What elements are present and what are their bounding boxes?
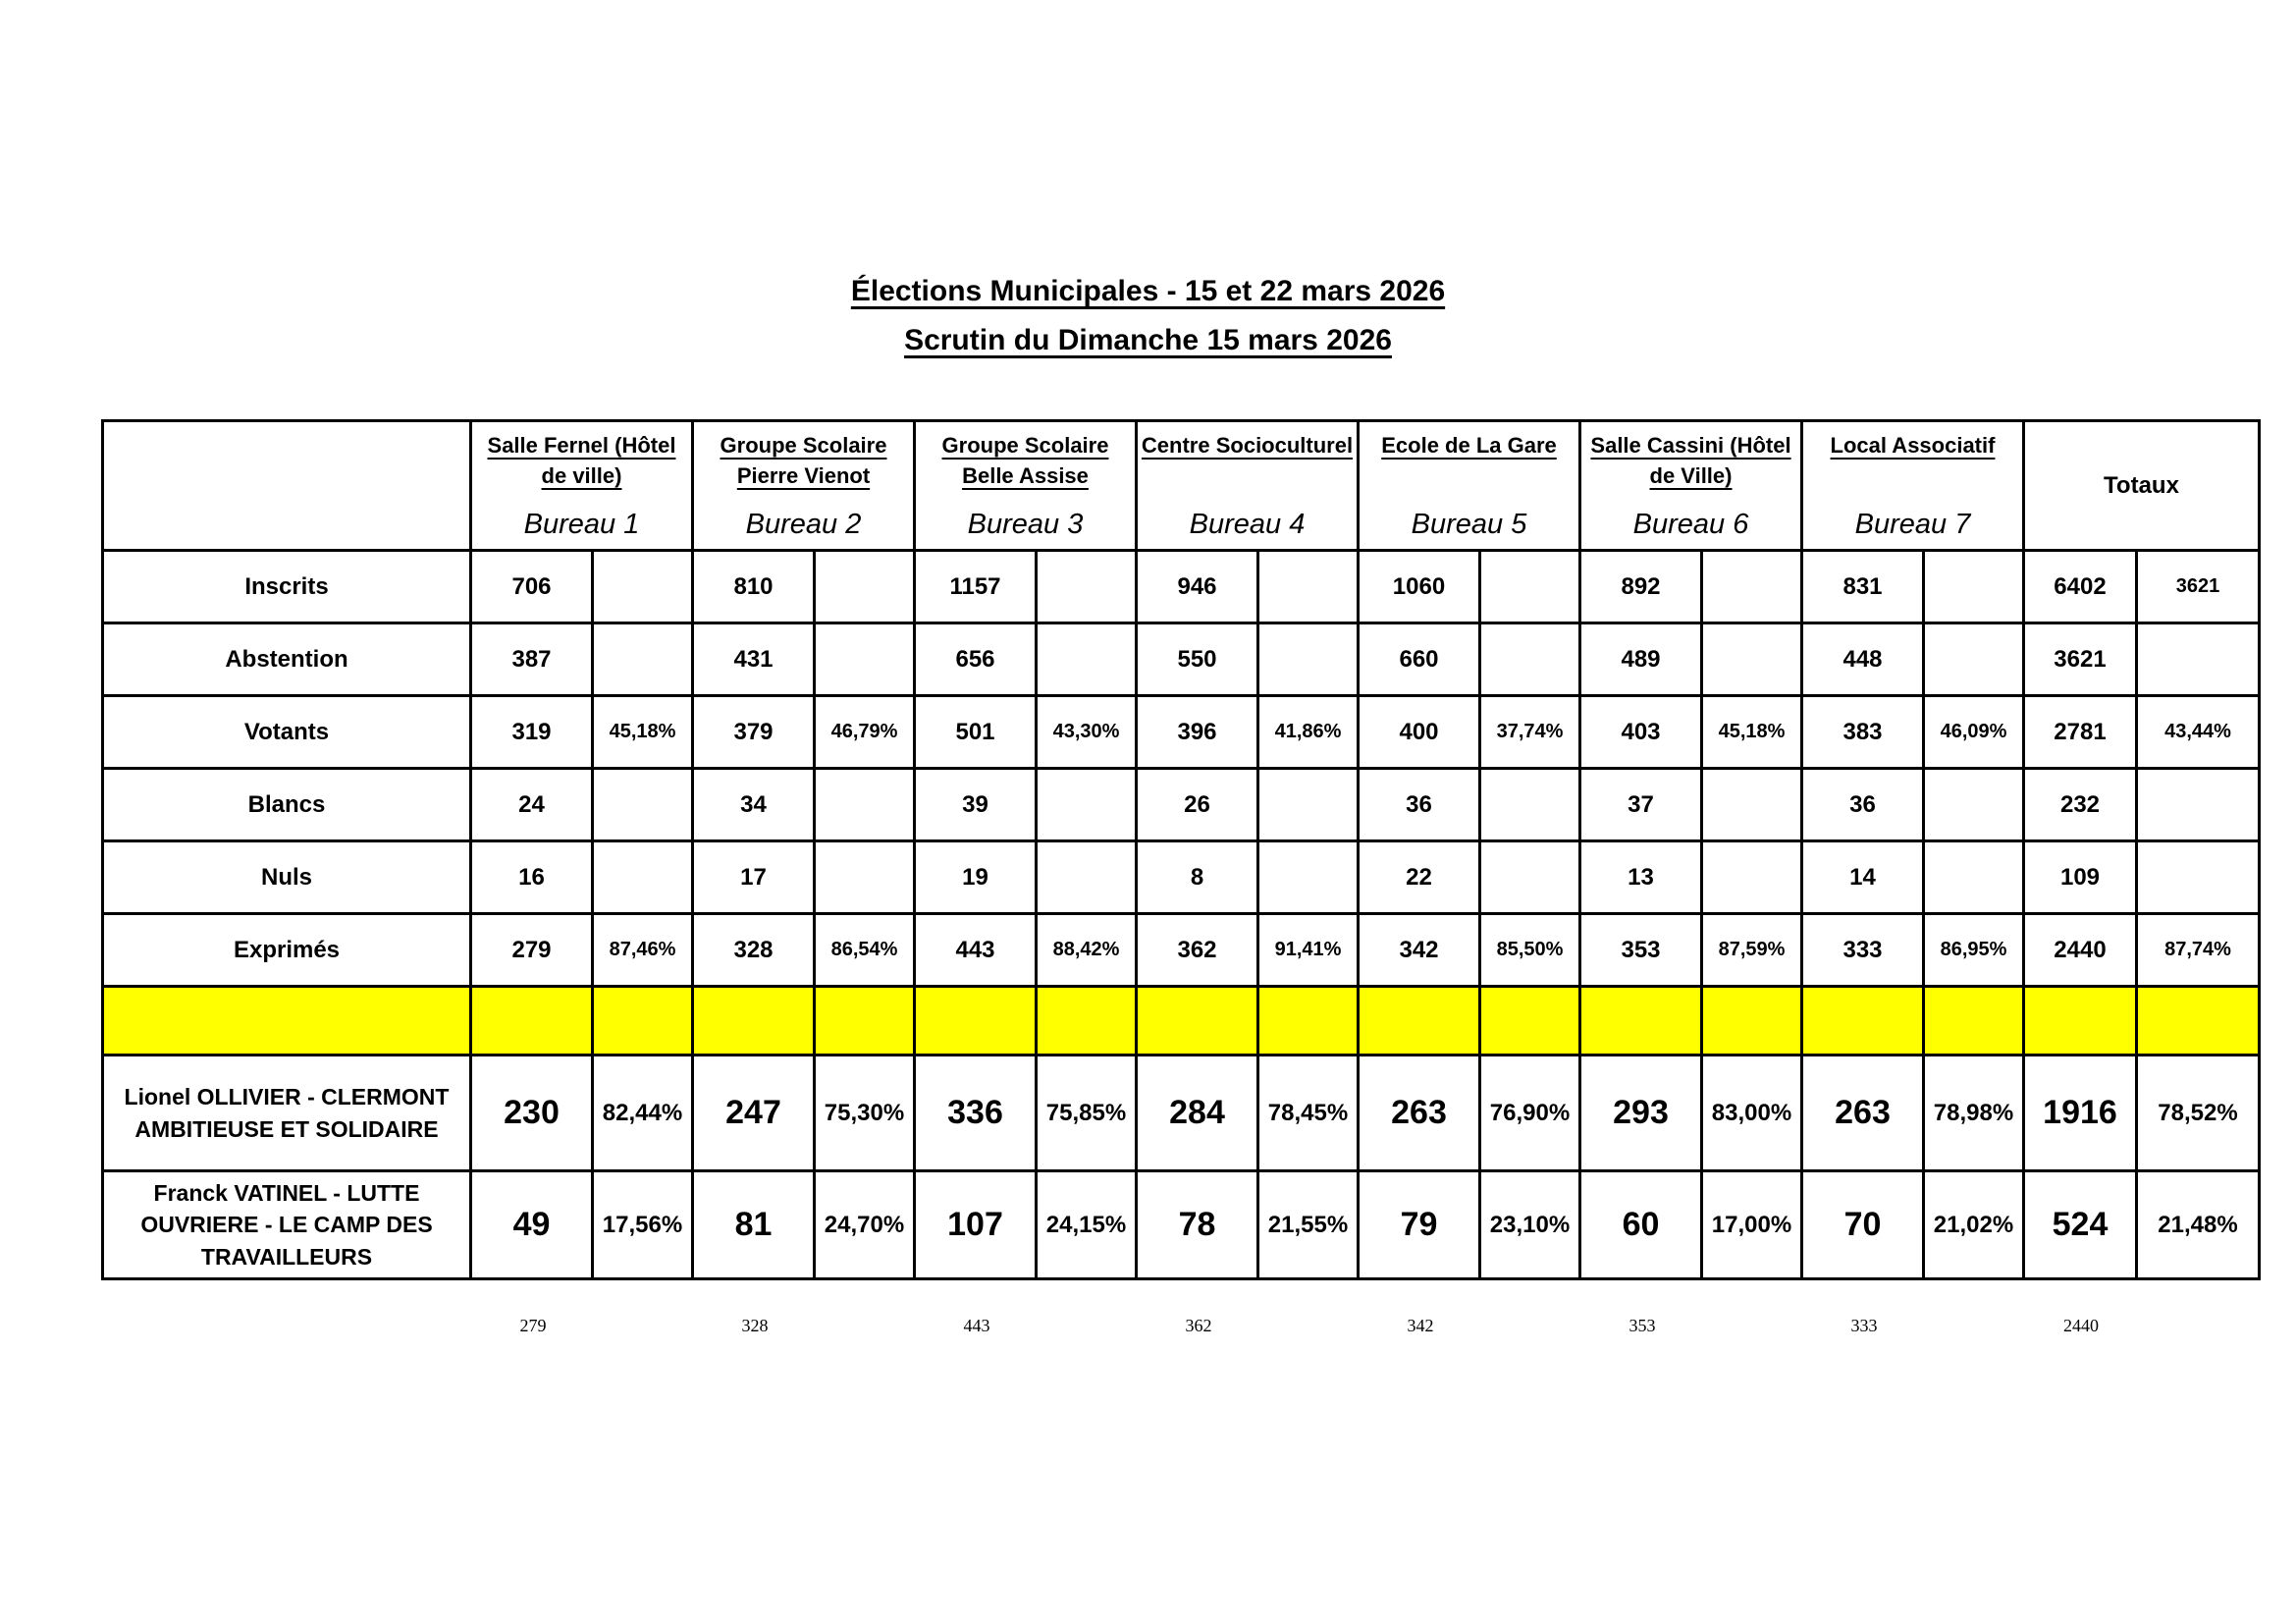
separator-row [103, 987, 2260, 1056]
pct-percent-cell: 46,09% [1924, 696, 2024, 769]
bureau-header-cell [1359, 421, 1580, 551]
cnt-count-cell: 2440 [2024, 914, 2137, 987]
cand-percent-cell: 24,70% [815, 1171, 915, 1279]
separator-cell [693, 987, 815, 1056]
cnt-count-cell: 400 [1359, 696, 1480, 769]
cnt-count-cell: 17 [693, 841, 815, 914]
stat-row-label: Exprimés [103, 914, 471, 987]
cnt-count-cell: 383 [1802, 696, 1924, 769]
stat-row-label: Blancs [103, 769, 471, 841]
separator-cell [1137, 987, 1258, 1056]
cnt-count-cell: 1157 [915, 551, 1037, 623]
cnt-count-cell: 431 [693, 623, 815, 696]
cnt-count-cell: 448 [1802, 623, 1924, 696]
pct-percent-cell [815, 551, 915, 623]
cand-count-cell: 336 [915, 1056, 1037, 1171]
cand-percent-cell: 17,00% [1702, 1171, 1802, 1279]
cand-percent-cell: 21,48% [2137, 1171, 2260, 1279]
pct-percent-cell: 41,86% [1258, 696, 1359, 769]
cnt-count-cell: 831 [1802, 551, 1924, 623]
pct-percent-cell [1480, 841, 1580, 914]
pct-percent-cell [1258, 623, 1359, 696]
cnt-count-cell: 810 [693, 551, 815, 623]
cnt-count-cell: 3621 [2024, 623, 2137, 696]
document-title-block [0, 267, 2296, 365]
pct-percent-cell [815, 623, 915, 696]
stat-row [103, 551, 2260, 623]
bureau-header-row [103, 421, 2260, 551]
stat-row [103, 696, 2260, 769]
bureau-header-cell [1802, 421, 2024, 551]
cand-count-cell: 524 [2024, 1171, 2137, 1279]
pct-percent-cell [1480, 551, 1580, 623]
cnt-count-cell: 36 [1802, 769, 1924, 841]
cnt-count-cell: 319 [471, 696, 593, 769]
cnt-count-cell: 489 [1580, 623, 1702, 696]
bureau-header-cell [1137, 421, 1359, 551]
document-title-line1: Élections Municipales - 15 et 22 mars 2026 [850, 275, 1446, 307]
cnt-count-cell: 16 [471, 841, 593, 914]
cnt-count-cell: 328 [693, 914, 815, 987]
pct-percent-cell: 37,74% [1480, 696, 1580, 769]
cand-percent-cell: 78,52% [2137, 1056, 2260, 1171]
separator-cell [1702, 987, 1802, 1056]
cnt-count-cell: 656 [915, 623, 1037, 696]
candidate-label: Franck VATINEL - LUTTE OUVRIERE - LE CAMP DES TRAVAILLEURS [103, 1171, 471, 1279]
cnt-count-cell: 946 [1137, 551, 1258, 623]
results-table [101, 419, 2261, 1280]
cnt-count-cell: 37 [1580, 769, 1702, 841]
cnt-count-cell: 892 [1580, 551, 1702, 623]
table-corner-cell [103, 421, 471, 551]
stat-row-label: Votants [103, 696, 471, 769]
cnt-count-cell: 26 [1137, 769, 1258, 841]
cnt-count-cell: 362 [1137, 914, 1258, 987]
separator-cell [915, 987, 1037, 1056]
stat-row-label: Abstention [103, 623, 471, 696]
pct-percent-cell [1702, 551, 1802, 623]
cnt-count-cell: 333 [1802, 914, 1924, 987]
cand-count-cell: 263 [1359, 1056, 1480, 1171]
cand-percent-cell: 76,90% [1480, 1056, 1580, 1171]
bureau-location: Local Associatif [1830, 432, 1996, 458]
cand-percent-cell: 82,44% [593, 1056, 693, 1171]
cnt-count-cell: 19 [915, 841, 1037, 914]
separator-cell [593, 987, 693, 1056]
separator-cell [1924, 987, 2024, 1056]
bureau-location: Groupe Scolaire Pierre Vienot [720, 432, 887, 489]
footer-value: 353 [1629, 1316, 1656, 1335]
candidate-row [103, 1056, 2260, 1171]
candidate-label: Lionel OLLIVIER - CLERMONT AMBITIEUSE ET SOLIDAIRE [103, 1056, 471, 1171]
cand-count-cell: 293 [1580, 1056, 1702, 1171]
cnt-count-cell: 14 [1802, 841, 1924, 914]
cand-percent-cell: 21,55% [1258, 1171, 1359, 1279]
bureau-header-cell [693, 421, 915, 551]
separator-cell [1037, 987, 1137, 1056]
cnt-count-cell: 342 [1359, 914, 1480, 987]
bureau-header-cell [915, 421, 1137, 551]
pct-percent-cell: 91,41% [1258, 914, 1359, 987]
cnt-count-cell: 109 [2024, 841, 2137, 914]
bureau-location: Salle Cassini (Hôtel de Ville) [1590, 432, 1791, 489]
cand-count-cell: 81 [693, 1171, 815, 1279]
stat-row [103, 914, 2260, 987]
cnt-count-cell: 34 [693, 769, 815, 841]
cnt-count-cell: 396 [1137, 696, 1258, 769]
pct-percent-cell [1924, 841, 2024, 914]
pct-percent-cell: 43,44% [2137, 696, 2260, 769]
cnt-count-cell: 706 [471, 551, 593, 623]
footer-value: 362 [1185, 1316, 1212, 1335]
pct-percent-cell [593, 841, 693, 914]
pct-percent-cell: 86,95% [1924, 914, 2024, 987]
separator-cell [1258, 987, 1359, 1056]
stat-row [103, 841, 2260, 914]
cand-percent-cell: 75,85% [1037, 1056, 1137, 1171]
pct-percent-cell: 45,18% [593, 696, 693, 769]
pct-percent-cell [2137, 623, 2260, 696]
cnt-count-cell: 8 [1137, 841, 1258, 914]
pct-percent-cell [593, 551, 693, 623]
pct-percent-cell [1702, 623, 1802, 696]
separator-cell [1359, 987, 1480, 1056]
bureau-header-cell [471, 421, 693, 551]
cnt-count-cell: 353 [1580, 914, 1702, 987]
bureau-header-cell [1580, 421, 1802, 551]
stat-row [103, 623, 2260, 696]
pct-percent-cell [815, 769, 915, 841]
bureau-number: Bureau 1 [523, 508, 640, 540]
pct-percent-cell [1037, 769, 1137, 841]
pct-percent-cell [1258, 551, 1359, 623]
document-title-line2: Scrutin du Dimanche 15 mars 2026 [904, 324, 1392, 356]
bureau-location: Salle Fernel (Hôtel de ville) [487, 432, 676, 489]
cand-count-cell: 284 [1137, 1056, 1258, 1171]
cnt-count-cell: 2781 [2024, 696, 2137, 769]
footer-value: 279 [519, 1316, 547, 1335]
cnt-count-cell: 379 [693, 696, 815, 769]
pct-percent-cell: 45,18% [1702, 696, 1802, 769]
cand-count-cell: 60 [1580, 1171, 1702, 1279]
pct-percent-cell [2137, 769, 2260, 841]
cnt-count-cell: 443 [915, 914, 1037, 987]
separator-cell [2024, 987, 2137, 1056]
stat-row-label: Nuls [103, 841, 471, 914]
pct-percent-cell: 87,59% [1702, 914, 1802, 987]
bureau-number: Bureau 2 [745, 508, 862, 540]
cand-count-cell: 247 [693, 1056, 815, 1171]
separator-cell [2137, 987, 2260, 1056]
separator-cell [1580, 987, 1702, 1056]
footer-value: 443 [963, 1316, 990, 1335]
pct-percent-cell [1258, 841, 1359, 914]
separator-cell [1802, 987, 1924, 1056]
cnt-count-cell: 550 [1137, 623, 1258, 696]
totals-header-cell: Totaux [2024, 421, 2260, 551]
separator-cell [815, 987, 915, 1056]
pct-percent-cell [815, 841, 915, 914]
bureau-number: Bureau 6 [1632, 508, 1749, 540]
cand-percent-cell: 21,02% [1924, 1171, 2024, 1279]
cnt-count-cell: 6402 [2024, 551, 2137, 623]
cnt-count-cell: 232 [2024, 769, 2137, 841]
footer-value: 333 [1850, 1316, 1878, 1335]
bureau-number: Bureau 4 [1189, 508, 1306, 540]
cand-percent-cell: 83,00% [1702, 1056, 1802, 1171]
bureau-location: Groupe Scolaire Belle Assise [941, 432, 1109, 489]
cand-percent-cell: 24,15% [1037, 1171, 1137, 1279]
cand-count-cell: 1916 [2024, 1056, 2137, 1171]
cnt-count-cell: 13 [1580, 841, 1702, 914]
cand-count-cell: 49 [471, 1171, 593, 1279]
cand-percent-cell: 75,30% [815, 1056, 915, 1171]
cand-percent-cell: 17,56% [593, 1171, 693, 1279]
pct-percent-cell [1702, 841, 1802, 914]
bureau-number: Bureau 7 [1854, 508, 1971, 540]
candidate-row [103, 1171, 2260, 1279]
cnt-count-cell: 501 [915, 696, 1037, 769]
cnt-count-cell: 660 [1359, 623, 1480, 696]
separator-cell [471, 987, 593, 1056]
pct-percent-cell [593, 769, 693, 841]
cand-count-cell: 263 [1802, 1056, 1924, 1171]
pct-percent-cell: 86,54% [815, 914, 915, 987]
pct-percent-cell: 3621 [2137, 551, 2260, 623]
cand-count-cell: 230 [471, 1056, 593, 1171]
bureau-location: Ecole de La Gare [1381, 432, 1557, 458]
stat-row-label: Inscrits [103, 551, 471, 623]
cand-percent-cell: 78,45% [1258, 1056, 1359, 1171]
table-header [103, 421, 2260, 551]
cnt-count-cell: 36 [1359, 769, 1480, 841]
pct-percent-cell: 87,46% [593, 914, 693, 987]
cnt-count-cell: 1060 [1359, 551, 1480, 623]
cand-percent-cell: 78,98% [1924, 1056, 2024, 1171]
cand-count-cell: 70 [1802, 1171, 1924, 1279]
stat-row [103, 769, 2260, 841]
separator-cell [103, 987, 471, 1056]
pct-percent-cell [1037, 841, 1137, 914]
bureau-number: Bureau 5 [1411, 508, 1527, 540]
pct-percent-cell: 87,74% [2137, 914, 2260, 987]
table-body [103, 551, 2260, 1279]
cnt-count-cell: 279 [471, 914, 593, 987]
bureau-number: Bureau 3 [967, 508, 1084, 540]
pct-percent-cell: 43,30% [1037, 696, 1137, 769]
pct-percent-cell [1037, 551, 1137, 623]
cnt-count-cell: 387 [471, 623, 593, 696]
footer-value: 328 [741, 1316, 769, 1335]
pct-percent-cell [1702, 769, 1802, 841]
pct-percent-cell [1924, 623, 2024, 696]
pct-percent-cell [1480, 769, 1580, 841]
pct-percent-cell: 85,50% [1480, 914, 1580, 987]
pct-percent-cell: 88,42% [1037, 914, 1137, 987]
footer-value: 2440 [2063, 1316, 2099, 1335]
cand-count-cell: 78 [1137, 1171, 1258, 1279]
pct-percent-cell: 46,79% [815, 696, 915, 769]
cnt-count-cell: 24 [471, 769, 593, 841]
pct-percent-cell [593, 623, 693, 696]
pct-percent-cell [1258, 769, 1359, 841]
cnt-count-cell: 22 [1359, 841, 1480, 914]
cand-percent-cell: 23,10% [1480, 1171, 1580, 1279]
pct-percent-cell [1924, 551, 2024, 623]
pct-percent-cell [1037, 623, 1137, 696]
cnt-count-cell: 39 [915, 769, 1037, 841]
bureau-location: Centre Socioculturel [1141, 432, 1354, 458]
pct-percent-cell [1924, 769, 2024, 841]
cand-count-cell: 107 [915, 1171, 1037, 1279]
separator-cell [1480, 987, 1580, 1056]
cand-count-cell: 79 [1359, 1171, 1480, 1279]
cnt-count-cell: 403 [1580, 696, 1702, 769]
pct-percent-cell [1480, 623, 1580, 696]
footer-value: 342 [1407, 1316, 1434, 1335]
pct-percent-cell [2137, 841, 2260, 914]
